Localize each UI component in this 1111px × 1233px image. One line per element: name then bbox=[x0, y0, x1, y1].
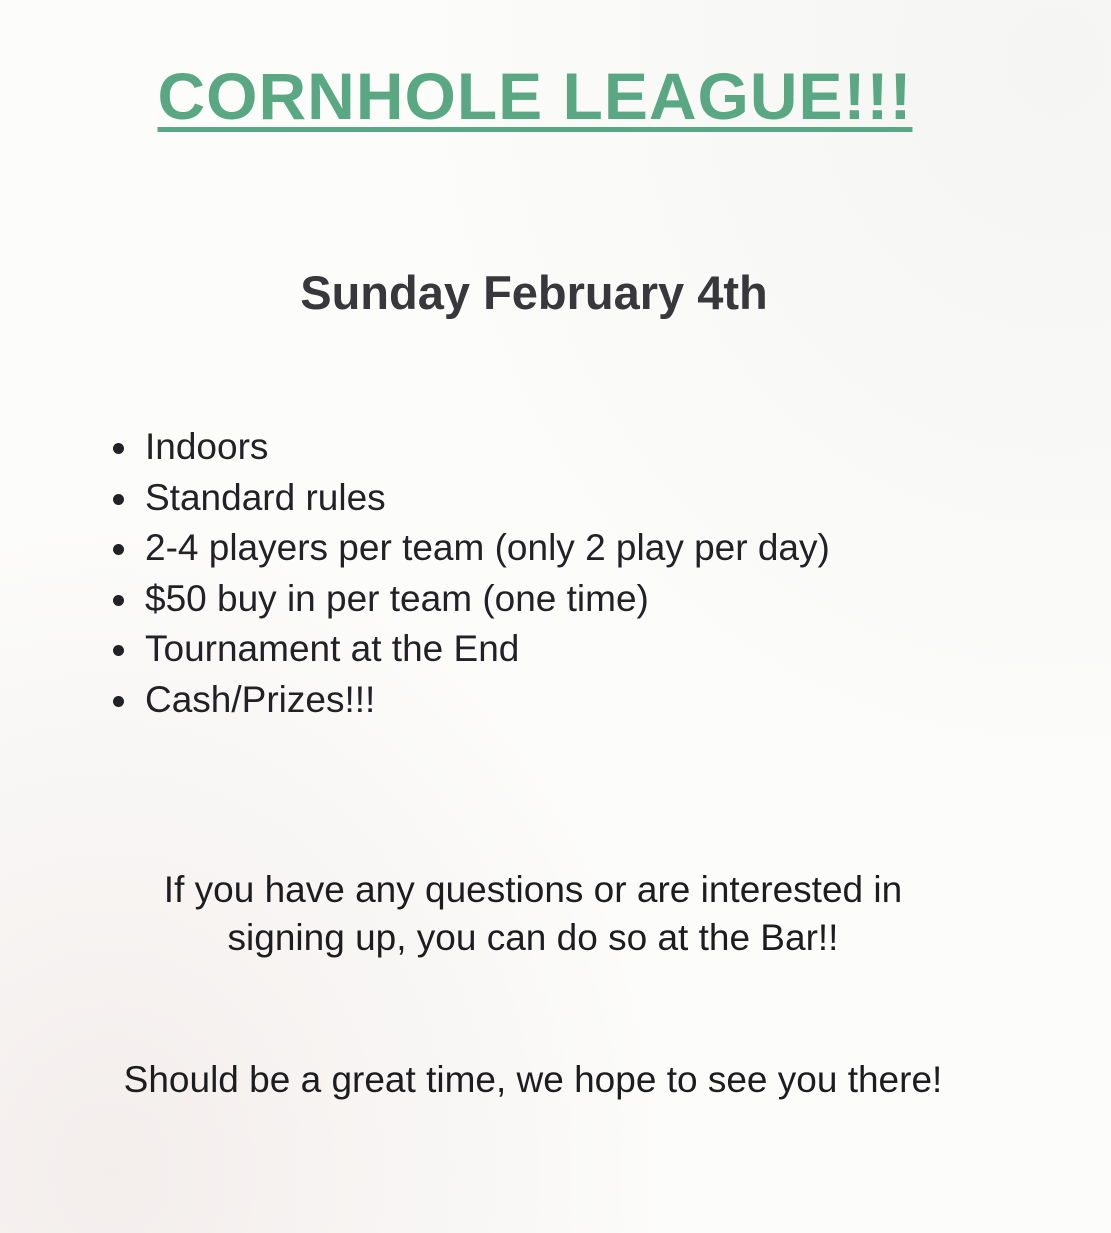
bullet-icon bbox=[113, 696, 124, 707]
bullet-icon bbox=[113, 645, 124, 656]
question-line-1: If you have any questions or are interested in bbox=[163, 869, 903, 910]
list-item bbox=[112, 574, 830, 625]
question-line-2: signing up, you can do so at the Bar!! bbox=[227, 917, 839, 958]
details-list bbox=[112, 422, 830, 725]
list-item bbox=[112, 624, 830, 675]
list-item-text: Indoors bbox=[145, 426, 269, 467]
list-item-text: Tournament at the End bbox=[145, 628, 520, 669]
bullet-icon bbox=[113, 494, 124, 505]
list-item-text: Cash/Prizes!!! bbox=[145, 678, 376, 720]
bullet-icon bbox=[113, 595, 124, 606]
flyer-title: CORNHOLE LEAGUE!!! bbox=[157, 59, 913, 133]
list-item bbox=[112, 422, 830, 473]
list-item-text: $50 buy in per team (one time) bbox=[145, 577, 649, 619]
closing-line: Should be a great time, we hope to see you there! bbox=[123, 1059, 943, 1100]
list-item-text: Standard rules bbox=[145, 476, 386, 518]
list-item bbox=[112, 675, 830, 726]
bullet-icon bbox=[113, 443, 124, 454]
event-date: Sunday February 4th bbox=[300, 266, 768, 319]
list-item bbox=[112, 523, 830, 574]
bullet-icon bbox=[113, 544, 124, 555]
list-item-text: 2-4 players per team (only 2 play per day) bbox=[145, 527, 830, 568]
question-paragraph bbox=[0, 866, 1066, 962]
list-item bbox=[112, 473, 830, 524]
